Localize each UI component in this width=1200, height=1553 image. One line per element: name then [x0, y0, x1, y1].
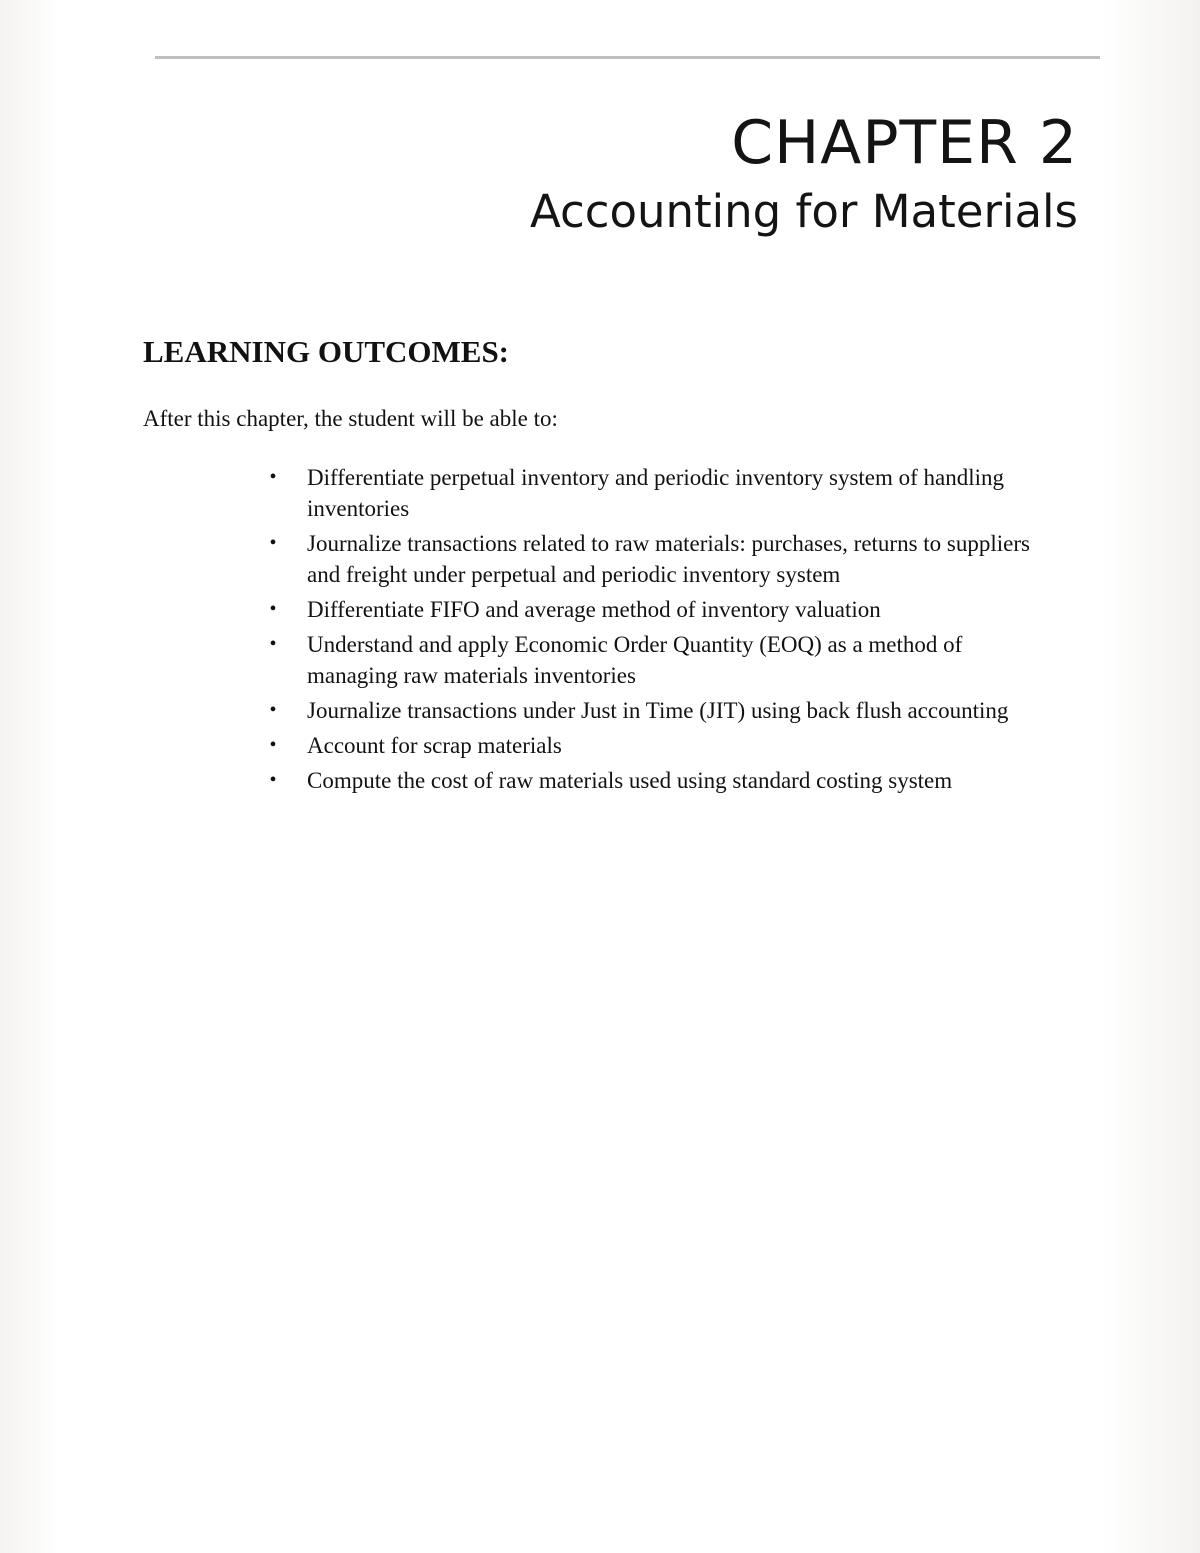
outcome-item — [263, 765, 1053, 796]
outcome-text: Understand and apply Economic Order Quantity (EOQ) as a method of managing raw materials inventories — [307, 632, 963, 688]
outcome-text: Compute the cost of raw materials used using standard costing system — [307, 768, 953, 793]
learning-outcomes-intro: After this chapter, the student will be able to: — [143, 406, 558, 431]
bullet-icon: • — [269, 633, 277, 655]
bullet-icon: • — [269, 466, 277, 488]
learning-outcomes-heading: LEARNING OUTCOMES: — [143, 334, 510, 369]
bullet-icon: • — [269, 734, 277, 756]
chapter-number: CHAPTER 2 — [731, 108, 1078, 178]
outcome-item — [263, 462, 1053, 524]
header-rule — [155, 56, 1100, 59]
bullet-icon: • — [269, 598, 277, 620]
bullet-icon: • — [269, 699, 277, 721]
learning-outcomes-list — [263, 462, 1053, 800]
bullet-icon: • — [269, 769, 277, 791]
bullet-icon: • — [269, 532, 277, 554]
outcome-item — [263, 629, 1053, 691]
outcome-item — [263, 730, 1053, 761]
outcome-text: Journalize transactions related to raw materials: purchases, returns to suppliers and freight under perpetual and periodic inventory system — [307, 531, 1030, 587]
outcome-item — [263, 594, 1053, 625]
outcome-text: Differentiate FIFO and average method of inventory valuation — [307, 597, 881, 622]
chapter-title: Accounting for Materials — [529, 185, 1078, 238]
outcome-text: Journalize transactions under Just in Time (JIT) using back flush accounting — [307, 698, 1009, 723]
outcome-item — [263, 695, 1053, 726]
outcome-text: Differentiate perpetual inventory and periodic inventory system of handling inventories — [307, 465, 1005, 521]
outcome-text: Account for scrap materials — [307, 733, 562, 758]
outcome-item — [263, 528, 1053, 590]
